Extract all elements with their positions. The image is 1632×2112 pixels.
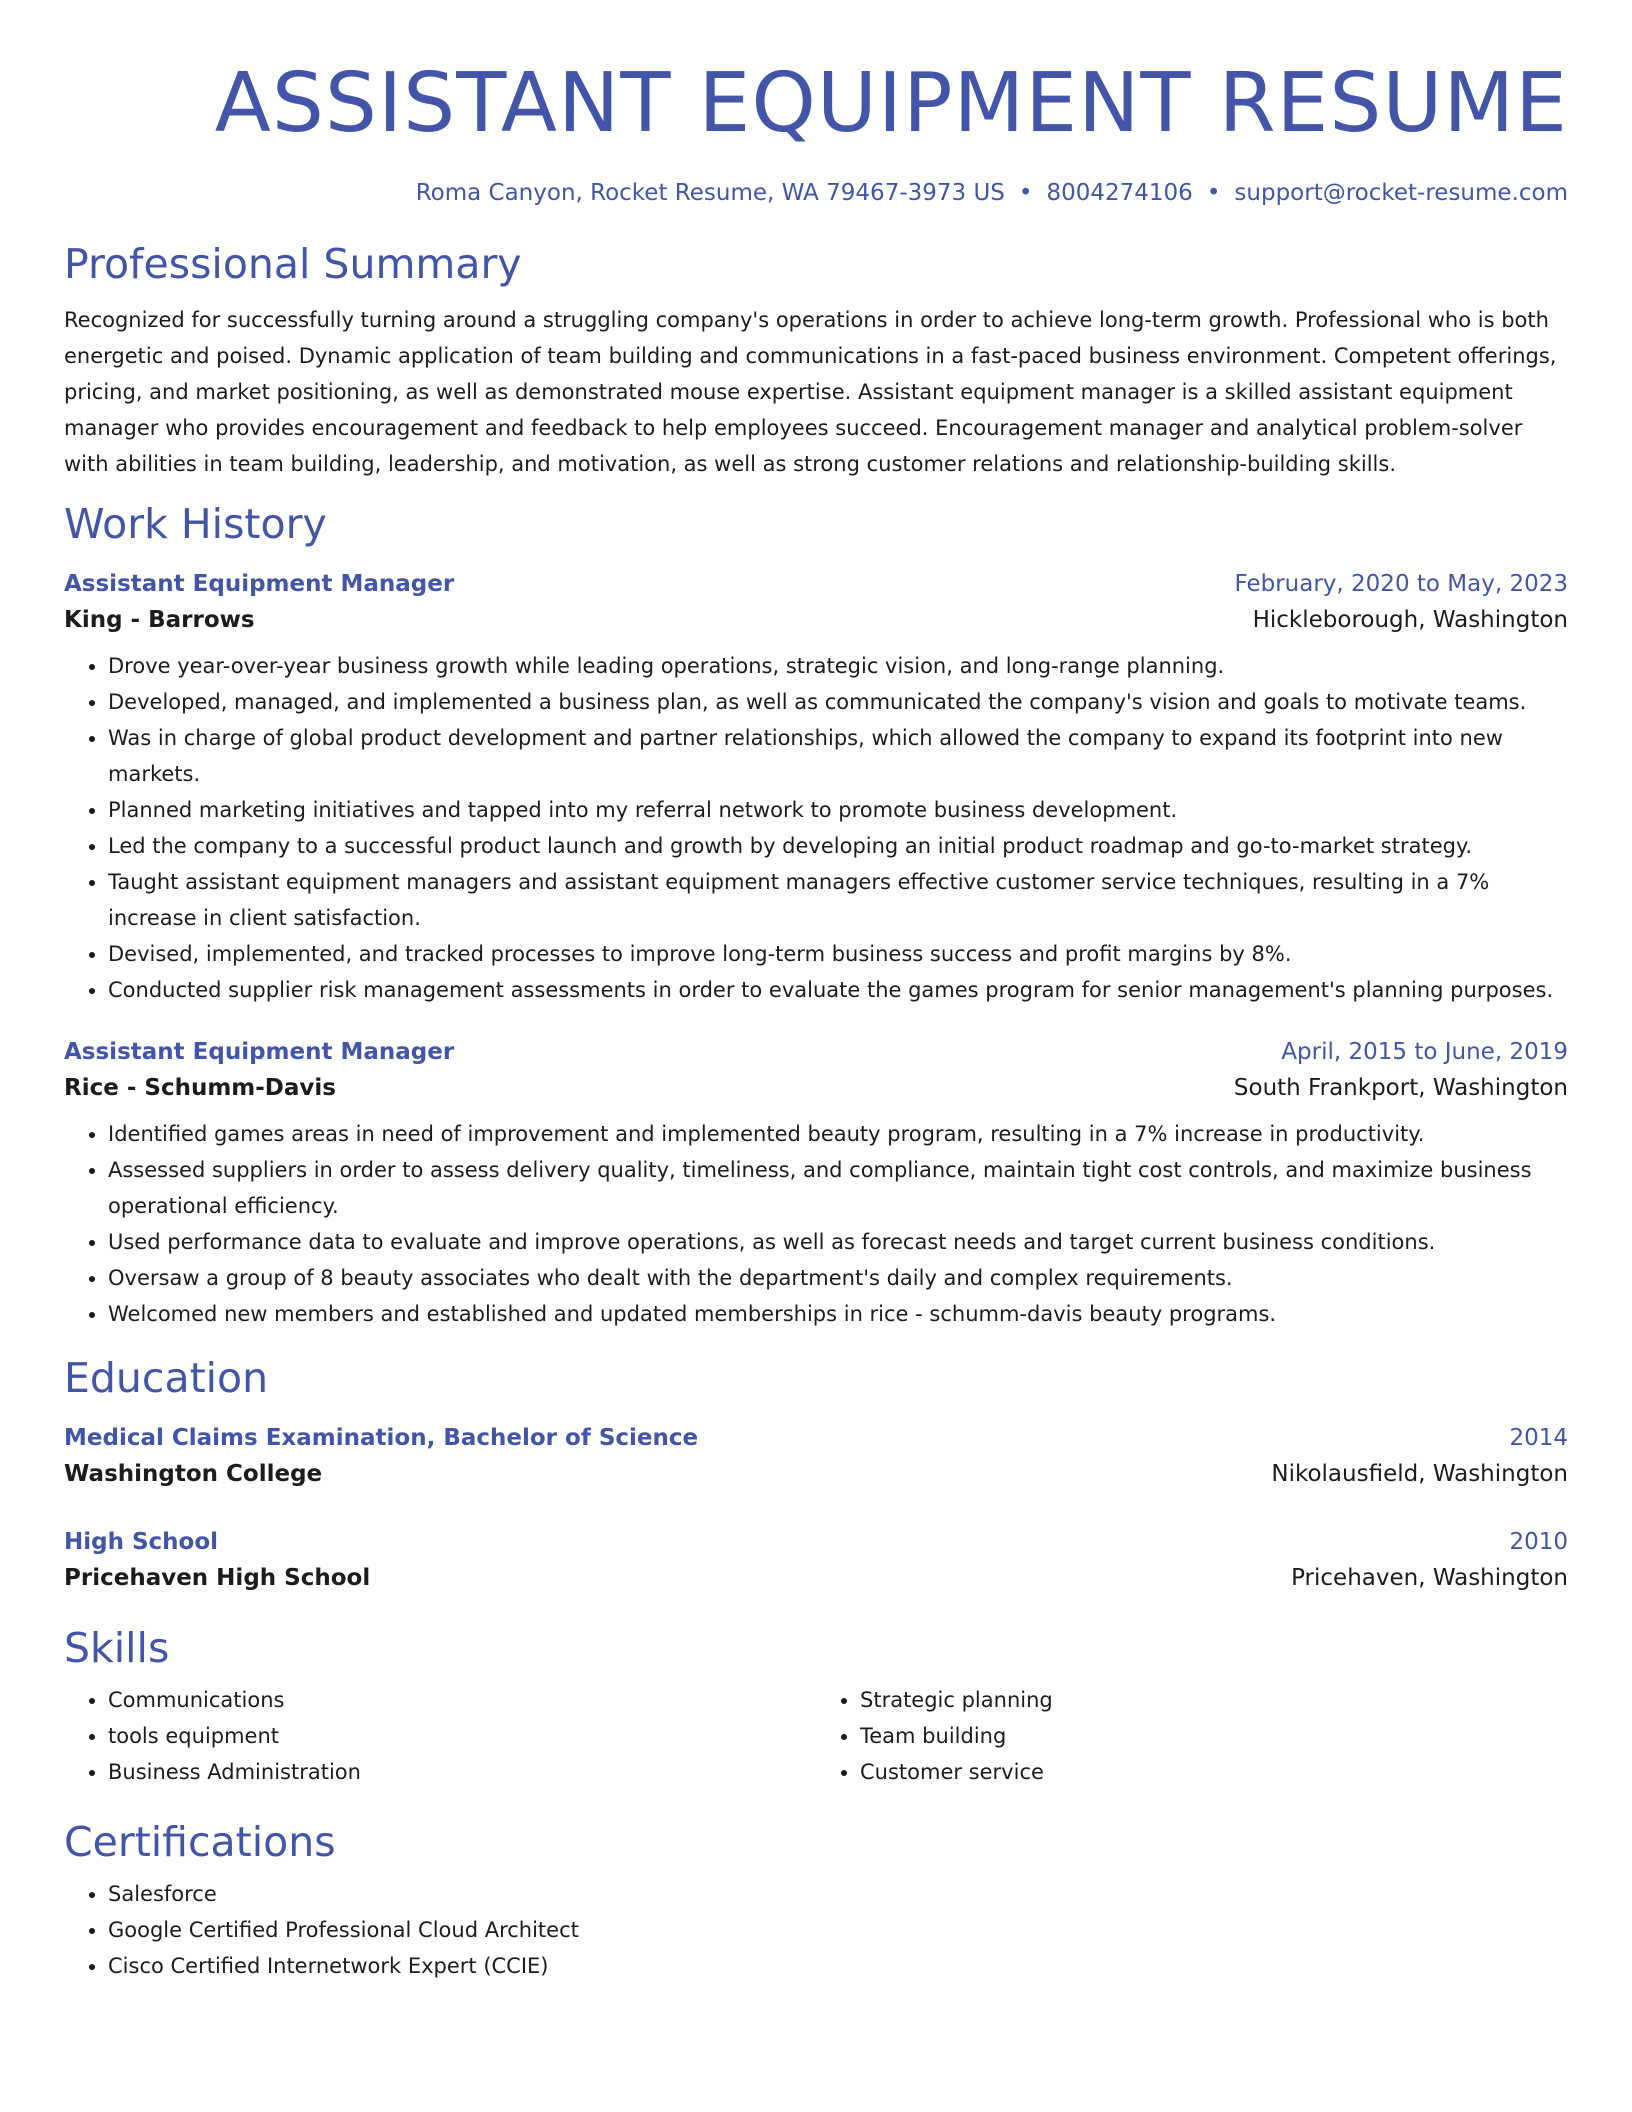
job-header-row (64, 566, 1568, 602)
job-bullet: • Drove year-over-year business growth while leading operations, strategic vision, and long-range planning. (108, 648, 1568, 684)
job-role: Assistant Equipment Manager (64, 571, 455, 597)
contact-address: Roma Canyon, Rocket Resume, WA 79467-3973 US (415, 180, 1005, 206)
job-dates: February, 2020 to May, 2023 (1234, 571, 1568, 597)
job-bullet: • Identified games areas in need of improvement and implemented beauty program, resulting in a 7% increase in productivity. (108, 1116, 1568, 1152)
education-location: Nikolausfield, Washington (1271, 1461, 1568, 1487)
contact-separator: • (1018, 180, 1033, 206)
skills-column-right (816, 1682, 1568, 1790)
education-header-row (64, 1420, 1568, 1456)
job-company-row (64, 602, 1568, 638)
education-school: Pricehaven High School (64, 1565, 371, 1591)
section-title-education: Education (64, 1354, 269, 1402)
job-company: King - Barrows (64, 607, 255, 633)
education-degree: High School (64, 1529, 219, 1555)
job-bullet: • Welcomed new members and established and updated memberships in rice - schumm-davis beauty programs. (108, 1296, 1568, 1332)
job-bullet: • Oversaw a group of 8 beauty associates who dealt with the department's daily and complex requirements. (108, 1260, 1568, 1296)
contact-email[interactable]: support@rocket-resume.com (1234, 180, 1568, 206)
job-location: South Frankport, Washington (1233, 1075, 1568, 1101)
certification-item: • Cisco Certified Internetwork Expert (CCIE) (108, 1948, 1568, 1984)
certification-item: • Google Certified Professional Cloud Architect (108, 1912, 1568, 1948)
job-bullet: • Planned marketing initiatives and tapped into my referral network to promote business development. (108, 792, 1568, 828)
contact-line (64, 178, 1568, 208)
certification-item: • Salesforce (108, 1876, 1568, 1912)
certifications-list (64, 1876, 1568, 1984)
summary-text: Recognized for successfully turning around a struggling company's operations in order to achieve long-term growth. Professional who is both energetic and poised. Dynamic application of team building and communications in a fast-paced business environment. Competent offerings, pricing, and market positioning, as well as demonstrated mouse expertise. Assistant equipment manager is a skilled assistant equipment manager who provides encouragement and feedback to help employees succeed. Encouragement manager and analytical problem-solver with abilities in team building, leadership, and motivation, as well as strong customer relations and relationship-building skills. (64, 308, 1557, 476)
skill-item: • Strategic planning (860, 1682, 1568, 1718)
skill-item: • Communications (108, 1682, 816, 1718)
job-bullets (64, 648, 1568, 1008)
education-degree: Medical Claims Examination, Bachelor of Science (64, 1425, 699, 1451)
education-school-row (64, 1560, 1568, 1596)
job-location: Hickleborough, Washington (1252, 607, 1568, 633)
job-bullet: • Taught assistant equipment managers and assistant equipment managers effective customer service techniques, resulting in a 7% increase in client satisfaction. (108, 864, 1568, 936)
education-year: 2014 (1509, 1425, 1568, 1451)
job-bullet: • Developed, managed, and implemented a business plan, as well as communicated the company's vision and goals to motivate teams. (108, 684, 1568, 720)
section-title-skills: Skills (64, 1624, 170, 1672)
section-title-summary: Professional Summary (64, 240, 522, 288)
resume-title: ASSISTANT EQUIPMENT RESUME (214, 56, 1568, 151)
job-company: Rice - Schumm-Davis (64, 1075, 336, 1101)
job-bullet: • Assessed suppliers in order to assess delivery quality, timeliness, and compliance, maintain tight cost controls, and maximize business operational efficiency. (108, 1152, 1568, 1224)
job-bullet: • Conducted supplier risk management assessments in order to evaluate the games program for senior management's planning purposes. (108, 972, 1568, 1008)
skill-item: • Team building (860, 1718, 1568, 1754)
job-company-row (64, 1070, 1568, 1106)
education-entry (64, 1420, 1568, 1492)
job-dates: April, 2015 to June, 2019 (1281, 1039, 1568, 1065)
job-bullet: • Used performance data to evaluate and improve operations, as well as forecast needs and target current business conditions. (108, 1224, 1568, 1260)
job-entry (64, 1034, 1568, 1332)
education-location: Pricehaven, Washington (1291, 1565, 1568, 1591)
job-header-row (64, 1034, 1568, 1070)
job-bullets (64, 1116, 1568, 1332)
job-role: Assistant Equipment Manager (64, 1039, 455, 1065)
education-year: 2010 (1509, 1529, 1568, 1555)
job-bullet: • Was in charge of global product development and partner relationships, which allowed the company to expand its footprint into new markets. (108, 720, 1568, 792)
section-title-certifications: Certifications (64, 1818, 336, 1866)
contact-separator: • (1206, 180, 1221, 206)
job-entry (64, 566, 1568, 1008)
skill-item: • Business Administration (108, 1754, 816, 1790)
education-school: Washington College (64, 1461, 323, 1487)
section-title-work-history: Work History (64, 500, 327, 548)
job-bullet: • Devised, implemented, and tracked processes to improve long-term business success and profit margins by 8%. (108, 936, 1568, 972)
skills-column-left (64, 1682, 816, 1790)
education-entry (64, 1524, 1568, 1596)
job-bullet: • Led the company to a successful product launch and growth by developing an initial product roadmap and go-to-market strategy. (108, 828, 1568, 864)
contact-phone: 8004274106 (1046, 180, 1193, 206)
skills-grid (64, 1682, 1568, 1790)
skill-item: • Customer service (860, 1754, 1568, 1790)
skill-item: • tools equipment (108, 1718, 816, 1754)
education-school-row (64, 1456, 1568, 1492)
education-header-row (64, 1524, 1568, 1560)
